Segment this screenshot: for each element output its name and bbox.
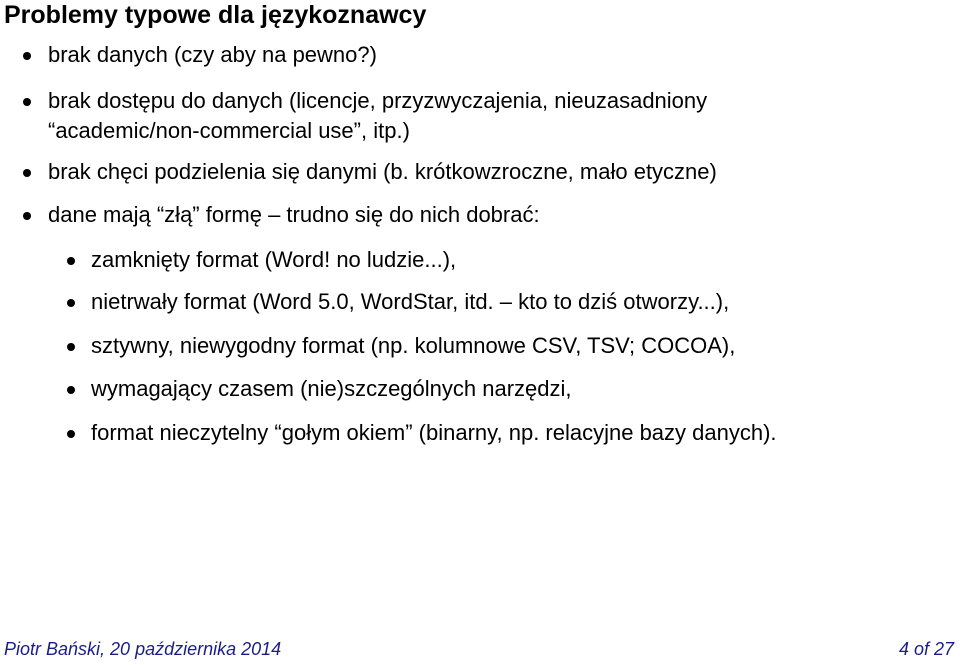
- bullet-text: sztywny, niewygodny format (np. kolumnowe CSV, TSV; COCOA),: [91, 333, 736, 358]
- bullet-dot-icon: [67, 343, 75, 351]
- bullet-text: brak dostępu do danych (licencje, przyzwyczajenia, nieuzasadniony: [48, 88, 708, 113]
- bullet-text: format nieczytelny “gołym okiem” (binarny, np. relacyjne bazy danych).: [91, 420, 777, 445]
- bullet-text: wymagający czasem (nie)szczególnych narzędzi,: [91, 376, 572, 401]
- sub-bullet-item: [91, 418, 777, 448]
- bullet-item: [48, 40, 377, 70]
- bullet-text: brak danych (czy aby na pewno?): [48, 42, 377, 67]
- bullet-text: brak chęci podzielenia się danymi (b. krótkowzroczne, mało etyczne): [48, 159, 717, 184]
- sub-bullet-item: [91, 287, 729, 317]
- bullet-dot-icon: [67, 299, 75, 307]
- sub-bullet-item: [91, 331, 735, 361]
- bullet-continuation: [48, 116, 410, 146]
- bullet-dot-icon: [23, 169, 31, 177]
- slide-title: Problemy typowe dla językoznawcy: [4, 1, 427, 29]
- bullet-text: nietrwały format (Word 5.0, WordStar, itd. – kto to dziś otworzy...),: [91, 289, 730, 314]
- sub-bullet-item: [91, 245, 456, 275]
- bullet-dot-icon: [23, 98, 31, 106]
- sub-bullet-item: [91, 374, 572, 404]
- bullet-text: “academic/non-commercial use”, itp.): [48, 118, 410, 143]
- bullet-dot-icon: [67, 257, 75, 265]
- bullet-dot-icon: [23, 212, 31, 220]
- bullet-text: dane mają “złą” formę – trudno się do nich dobrać:: [48, 202, 540, 227]
- bullet-item: [48, 200, 540, 230]
- footer-page-number: 4 of 27: [898, 639, 954, 659]
- bullet-text: zamknięty format (Word! no ludzie...),: [91, 247, 457, 272]
- bullet-dot-icon: [67, 386, 75, 394]
- bullet-dot-icon: [23, 52, 31, 60]
- bullet-item: [48, 86, 707, 116]
- bullet-item: [48, 157, 717, 187]
- bullet-dot-icon: [67, 430, 75, 438]
- footer-author-date: Piotr Bański, 20 października 2014: [4, 639, 282, 659]
